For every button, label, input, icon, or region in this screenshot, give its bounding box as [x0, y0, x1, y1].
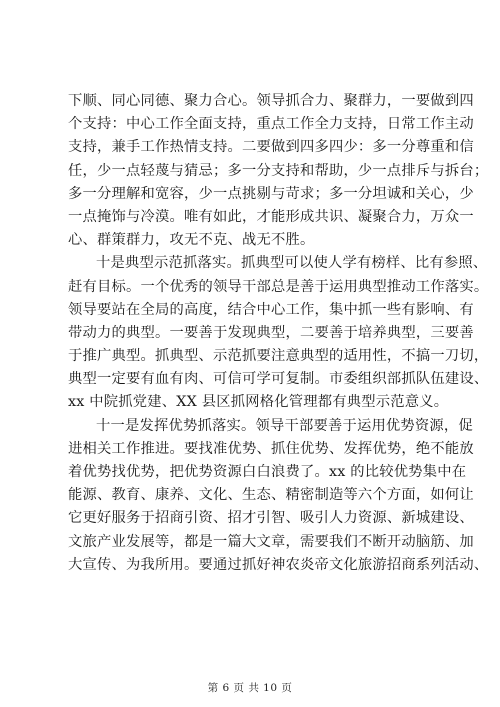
- page-footer: 第 6 页 共 10 页: [207, 682, 293, 694]
- document-body: [68, 90, 489, 577]
- text-line: 典型一定要有血有肉、可信可学可复制。市委组织部抓队伍建设、: [68, 371, 489, 388]
- text-line: 于推广典型。抓典型、示范抓要注意典型的适用性，不搞一刀切，: [68, 348, 489, 365]
- text-line: 支持，兼手工作热情支持。二要做到四多四少：多一分尊重和信: [68, 139, 474, 156]
- paragraph-first-line: 十一是发挥优势抓落实。领导干部要善于运用优势资源，促: [96, 417, 473, 434]
- text-line: 着优势找优势，把优势资源白白浪费了。xx 的比较优势集中在: [68, 464, 467, 480]
- text-line: 个支持：中心工作全面支持，重点工作全力支持，日常工作主动: [68, 116, 474, 133]
- text-line: xx 中院抓党建、XX 县区抓网格化管理都有典型示范意义。: [68, 394, 449, 411]
- text-line: 赶有目标。一个优秀的领导干部总是善于运用典型推动工作落实。: [68, 278, 489, 295]
- text-line: 领导要站在全局的高度，结合中心工作，集中抓一些有影响、有: [68, 301, 474, 318]
- text-line: 心、群策群力，攻无不克、战无不胜。: [68, 232, 315, 249]
- text-line: 下顺、同心同德、聚力合心。领导抓合力、聚群力，一要做到四: [68, 93, 474, 109]
- text-line: 能源、教育、康养、文化、生态、精密制造等六个方面，如何让: [68, 487, 474, 504]
- text-line: 它更好服务于招商引资、招才引智、吸引人力资源、新城建设、: [68, 510, 474, 527]
- paragraph-first-line: 十是典型示范抓落实。抓典型可以使人学有榜样、比有参照、: [96, 255, 488, 272]
- text-line: 大宣传、为我所用。要通过抓好神农炎帝文化旅游招商系列活动、: [68, 556, 489, 573]
- text-line: 一点掩饰与冷漠。唯有如此，才能形成共识、凝聚合力，万众一: [68, 208, 474, 225]
- text-line: 多一分理解和宽容，少一点挑剔与苛求；多一分坦诚和关心，少: [68, 185, 474, 202]
- text-line: 进相关工作推进。要找准优势、抓住优势、发挥优势，绝不能放: [68, 440, 474, 457]
- text-line: 带动力的典型。一要善于发现典型，二要善于培养典型，三要善: [68, 324, 474, 341]
- text-line: 文旅产业发展等，都是一篇大文章，需要我们不断开动脑筋、加: [68, 533, 474, 550]
- text-line: 任，少一点轻蔑与猜忌；多一分支持和帮助，少一点排斥与拆台；: [68, 162, 489, 179]
